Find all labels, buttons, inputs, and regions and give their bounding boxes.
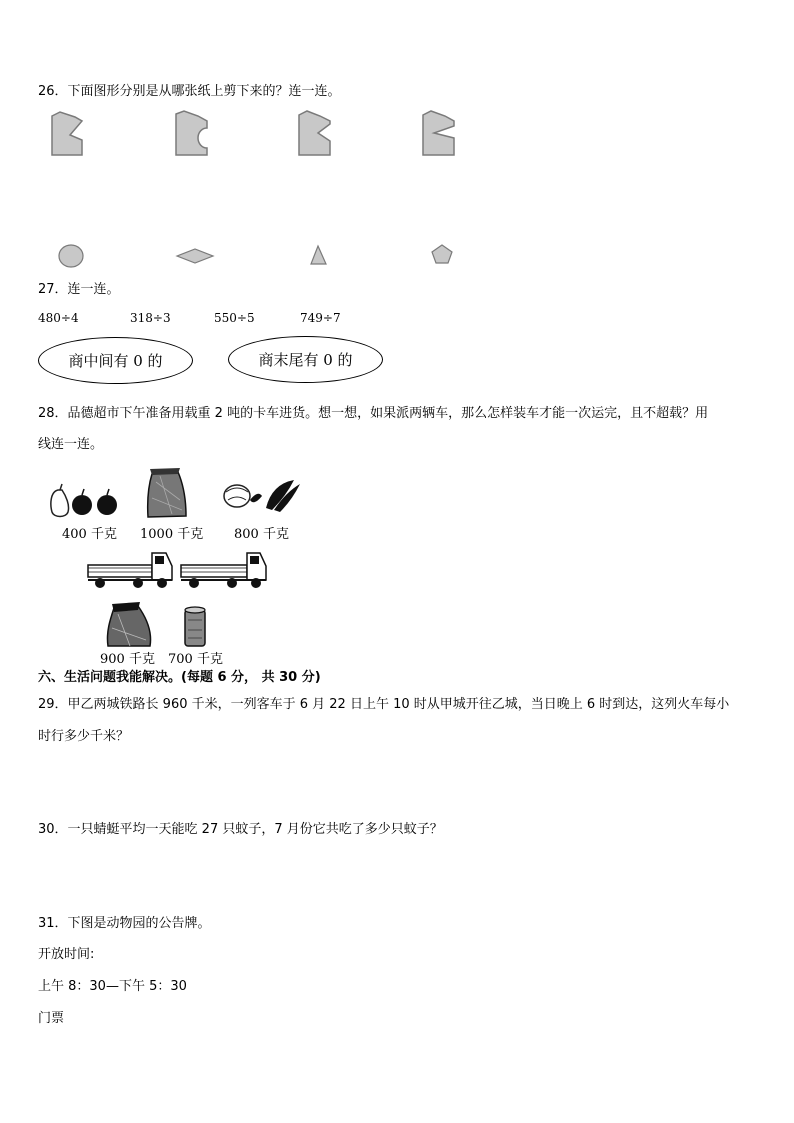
oval-end-zero-label: 商末尾有 0 的 <box>258 351 353 369</box>
fruit-icon[interactable] <box>51 484 117 517</box>
truck-2-icon[interactable] <box>181 553 266 588</box>
q31-text: 31．下图是动物园的公告牌。 <box>38 916 211 931</box>
q29-text-line1: 29．甲乙两城铁路长 960 千米，一列客车于 6 月 22 日上午 10 时从甲城开往乙城，当日晚上 6 时到达，这列火车每小 <box>38 697 730 712</box>
weight-label-sack: 1000 千克 <box>140 527 204 542</box>
q26-text: 26．下面图形分别是从哪张纸上剪下来的？连一连。 <box>38 84 341 99</box>
weight-label-can: 700 千克 <box>168 652 223 667</box>
q30-text: 30．一只蜻蜓平均一天能吃 27 只蚊子，7 月份它共吃了多少只蚊子？ <box>38 822 443 837</box>
can-icon[interactable] <box>185 607 205 646</box>
expression-3[interactable]: 550÷5 <box>214 311 255 325</box>
weight-label-bag: 900 千克 <box>100 652 155 667</box>
expression-4[interactable]: 749÷7 <box>300 311 341 325</box>
q29-text-line2: 时行多少千米？ <box>38 729 130 744</box>
q27-text: 27．连一连。 <box>38 282 120 297</box>
sack-icon[interactable] <box>148 468 186 517</box>
q31-open-hours-label: 开放时间: <box>38 947 95 962</box>
oval-middle-zero-label: 商中间有 0 的 <box>68 352 163 370</box>
expression-1[interactable]: 480÷4 <box>38 311 79 325</box>
expression-2[interactable]: 318÷3 <box>130 311 171 325</box>
bag-icon[interactable] <box>107 602 150 646</box>
weight-label-fruit: 400 千克 <box>62 527 117 542</box>
q28-text-line2: 线连一连。 <box>38 437 104 452</box>
q31-ticket-label: 门票 <box>38 1011 65 1026</box>
truck-1-icon[interactable] <box>88 553 172 588</box>
vegetables-icon[interactable] <box>224 480 300 512</box>
weight-label-vegetables: 800 千克 <box>234 527 289 542</box>
section-6-title: 六、生活问题我能解决。(每题 6 分， 共 30 分) <box>38 670 321 685</box>
q28-text-line1: 28．品德超市下午准备用载重 2 吨的卡车进货。想一想，如果派两辆车，那么怎样装车才能一次运完，且不超载？用 <box>38 406 709 421</box>
q31-open-hours-value: 上午 8：30—下午 5：30 <box>38 979 187 994</box>
